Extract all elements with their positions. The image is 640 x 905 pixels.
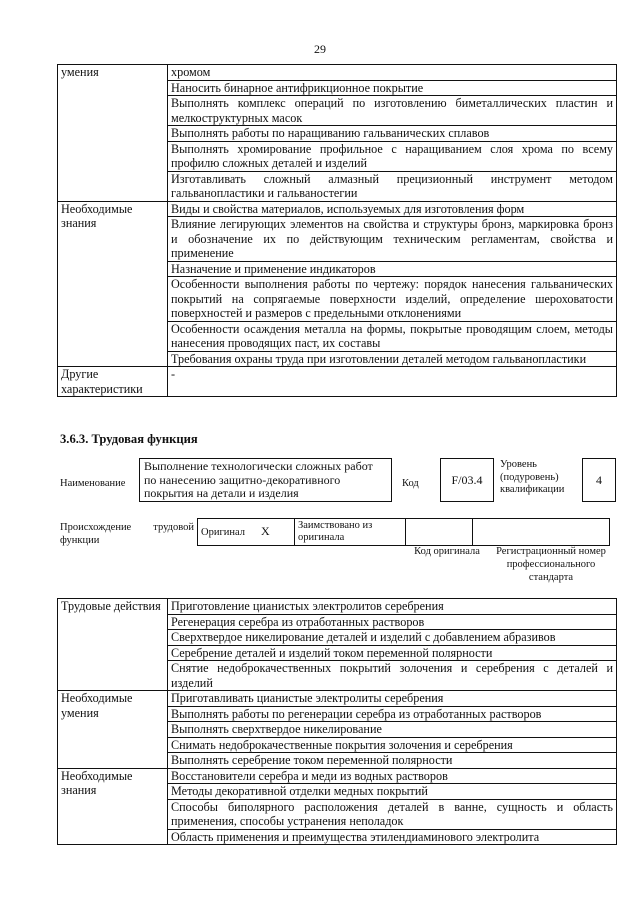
naimenovanie-value: Выполнение технологически сложных работ по нанесению защитно-декоративного покрытия на детали и изделия xyxy=(139,458,392,502)
level-label: Уровень (подуровень) квалификации xyxy=(500,459,565,495)
table-cell: Регенерация серебра из отработанных растворов xyxy=(168,614,617,630)
table-row xyxy=(58,599,617,615)
borrowed-label: Заимствовано из оригинала xyxy=(295,519,406,546)
table-cell: Особенности выполнения работы по чертежу: порядок нанесения гальванических покрытий на сопрягаемые поверхности изделий, определение шероховатости поверхностей и размеров с предельными отклонениями xyxy=(168,277,617,322)
origin-code-cell xyxy=(406,519,473,546)
table-row xyxy=(58,768,617,784)
kod-label: Код xyxy=(402,478,419,489)
table-cell: Восстановители серебра и меди из водных растворов xyxy=(168,768,617,784)
origin-original-cell xyxy=(198,519,295,546)
origin-reg-number-cell xyxy=(473,519,610,546)
origin-label: Происхождение трудовой функции xyxy=(60,522,194,546)
table-cell: Сверхтвердое никелирование деталей и изделий с добавлением абразивов xyxy=(168,630,617,646)
table-cell: Приготовление цианистых электролитов серебрения xyxy=(168,599,617,615)
level-value: 4 xyxy=(582,458,616,502)
row-group-label: Другие характеристики xyxy=(58,367,168,397)
kod-originala-caption: Код оригинала xyxy=(414,546,480,557)
table-row xyxy=(58,367,617,397)
reg-number-caption: Регистрационный номер профессионального стандарта xyxy=(496,546,606,583)
page-number: 29 xyxy=(314,42,326,56)
table-cell: Способы биполярного расположения деталей в ванне, сущность и область применения, способы устранения неполадок xyxy=(168,799,617,829)
table-cell: Влияние легирующих элементов на свойства и структуры бронз, маркировка бронз и обозначение их по действующим техническим регламентам, свойства и применение xyxy=(168,217,617,262)
row-group-label: Трудовые действия xyxy=(58,599,168,691)
competency-table-bottom xyxy=(57,598,617,845)
naimenovanie-label: Наименование xyxy=(60,478,126,489)
table-row xyxy=(58,691,617,707)
table-row xyxy=(58,65,617,81)
table-cell: Выполнять работы по регенерации серебра из отработанных растворов xyxy=(168,706,617,722)
table-cell: Выполнять сверхтвердое никелирование xyxy=(168,722,617,738)
original-mark: X xyxy=(261,524,270,538)
table-cell: Наносить бинарное антифрикционное покрытие xyxy=(168,80,617,96)
table-cell: Выполнять работы по наращиванию гальванических сплавов xyxy=(168,126,617,142)
table-cell: Особенности осаждения металла на формы, покрытые проводящим слоем, методы нанесения проводящих паст, их составы xyxy=(168,321,617,351)
table-cell: Приготавливать цианистые электролиты серебрения xyxy=(168,691,617,707)
table-cell: Виды и свойства материалов, используемых для изготовления форм xyxy=(168,201,617,217)
table-cell: Снимать недоброкачественные покрытия золочения и серебрения xyxy=(168,737,617,753)
table-cell: Назначение и применение индикаторов xyxy=(168,261,617,277)
row-group-label: Необходимые знания xyxy=(58,201,168,367)
kod-value: F/03.4 xyxy=(440,458,494,502)
section-title: 3.6.3. Трудовая функция xyxy=(60,432,198,446)
table-cell: Выполнять хромирование профильное с наращиванием слоя хрома по всему профилю сложных деталей и изделий xyxy=(168,141,617,171)
table-cell: - xyxy=(168,367,617,397)
table-row xyxy=(58,201,617,217)
table-cell: Требования охраны труда при изготовлении деталей методом гальванопластики xyxy=(168,351,617,367)
original-label: Оригинал xyxy=(201,527,245,538)
row-group-label: Необходимые умения xyxy=(58,691,168,769)
table-cell: Изготавливать сложный алмазный прецизионный инструмент методом гальванопластики и гальваностегии xyxy=(168,171,617,201)
table-cell: Методы декоративной отделки медных покрытий xyxy=(168,784,617,800)
origin-table xyxy=(197,518,610,546)
table-cell: Область применения и преимущества этилендиаминового электролита xyxy=(168,829,617,845)
row-group-label: Необходимые знания xyxy=(58,768,168,845)
row-group-label: умения xyxy=(58,65,168,202)
table-cell: Выполнять комплекс операций по изготовлению биметаллических пластин и мелкоструктурных масок xyxy=(168,96,617,126)
table-cell: Выполнять серебрение током переменной полярности xyxy=(168,753,617,769)
competency-table-top xyxy=(57,64,617,397)
table-cell: Снятие недоброкачественных покрытий золочения и серебрения с деталей и изделий xyxy=(168,661,617,691)
table-cell: Серебрение деталей и изделий током переменной полярности xyxy=(168,645,617,661)
table-cell: хромом xyxy=(168,65,617,81)
